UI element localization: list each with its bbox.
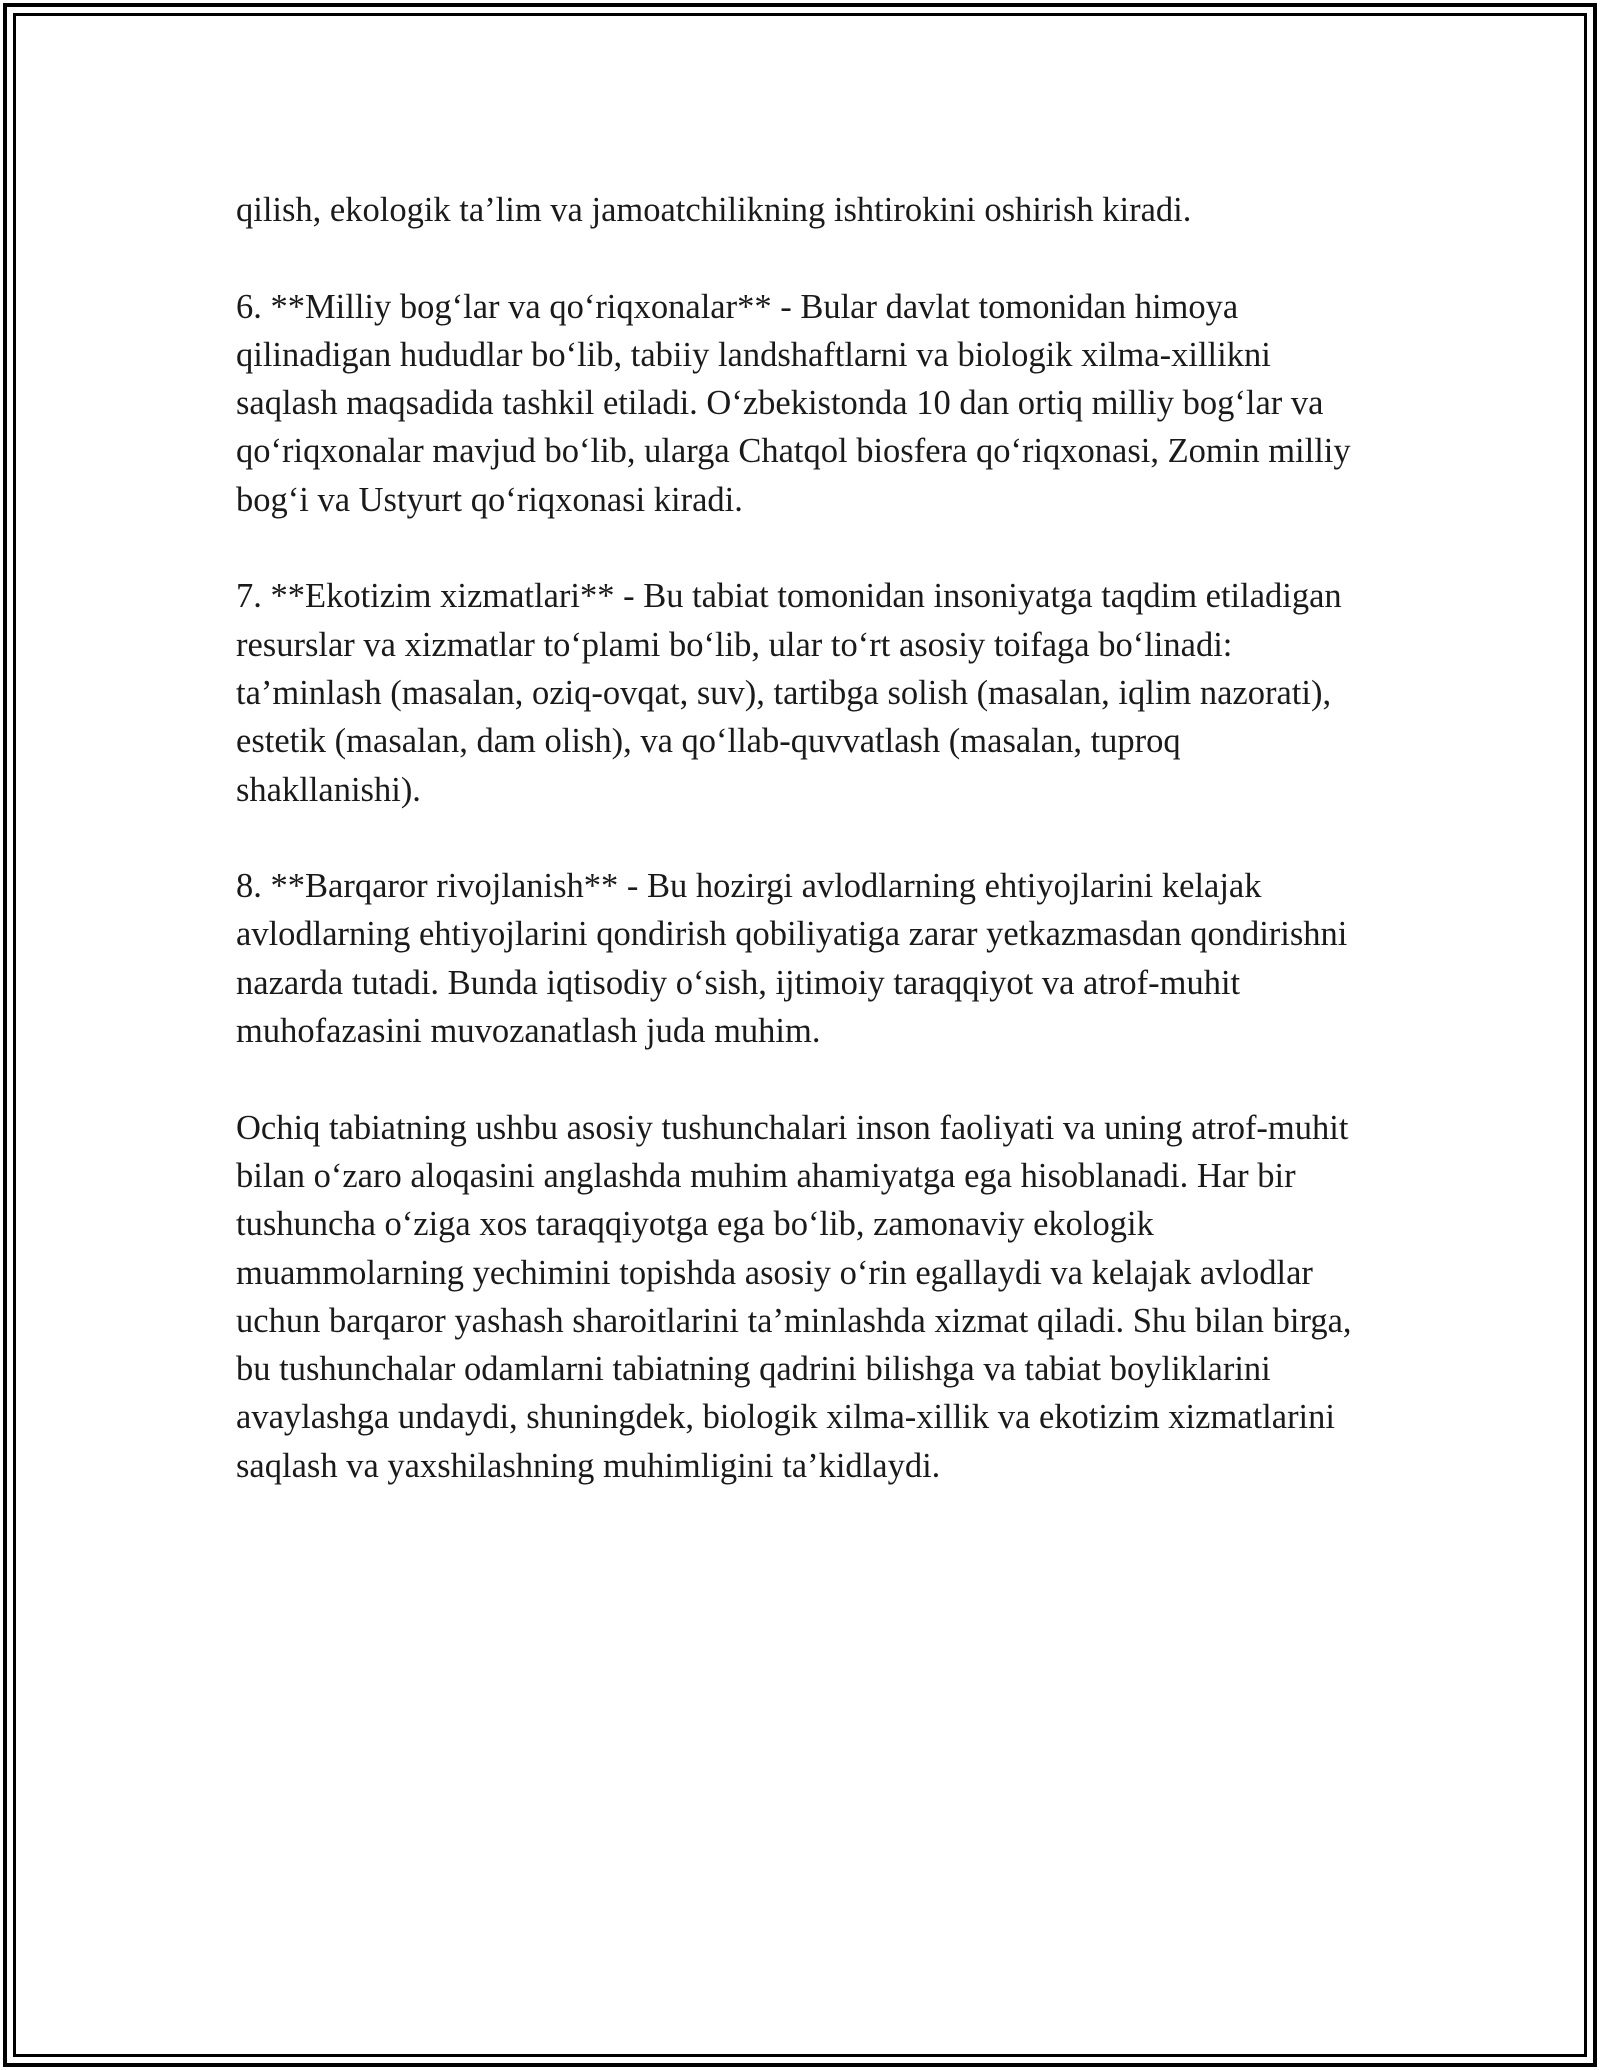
document-body [236, 186, 1366, 1538]
paragraph-national-parks: 6. **Milliy bog‘lar va qo‘riqxonalar** - Bular davlat tomonidan himoya qilinadigan hududlar bo‘lib, tabiiy landshaftlarni va biologik xilma-xillikni saqlash maqsadida tashkil etiladi. O‘zbekistonda 10 dan ortiq milliy bog‘lar va qo‘riqxonalar mavjud bo‘lib, ularga Chatqol biosfera qo‘riqxonasi, Zomin milliy bog‘i va Ustyurt qo‘riqxonasi kiradi. [236, 287, 1351, 519]
paragraph-ecosystem-services: 7. **Ekotizim xizmatlari** - Bu tabiat tomonidan insoniyatga taqdim etiladigan resurslar va xizmatlar to‘plami bo‘lib, ular to‘rt asosiy toifaga bo‘linadi: ta’minlash (masalan, oziq-ovqat, suv), tartibga solish (masalan, iqlim nazorati), estetik (masalan, dam olish), va qo‘llab-quvvatlash (masalan, tuproq shakllanishi). [236, 577, 1342, 809]
paragraph-intro-continuation: qilish, ekologik ta’lim va jamoatchilikning ishtirokini oshirish kiradi. [236, 191, 1192, 229]
paragraph-conclusion: Ochiq tabiatning ushbu asosiy tushunchalari inson faoliyati va uning atrof-muhit bilan o‘zaro aloqasini anglashda muhim ahamiyatga ega hisoblanadi. Har bir tushuncha o‘ziga xos taraqqiyotga ega bo‘lib, zamonaviy ekologik muammolarning yechimini topishda asosiy o‘rin egallaydi va kelajak avlodlar uchun barqaror yashash sharoitlarini ta’minlashda xizmat qiladi. Shu bilan birga, bu tushunchalar odamlarni tabiatning qadrini bilishga va tabiat boyliklarini avaylashga undaydi, shuningdek, biologik xilma-xillik va ekotizim xizmatlarini saqlash va yaxshilashning muhimligini ta’kidlaydi. [236, 1108, 1352, 1485]
paragraph-sustainable-development: 8. **Barqaror rivojlanish** - Bu hozirgi avlodlarning ehtiyojlarini kelajak avlodlarning ehtiyojlarini qondirish qobiliyatiga zarar yetkazmasdan qondirishni nazarda tutadi. Bunda iqtisodiy o‘sish, ijtimoiy taraqqiyot va atrof-muhit muhofazasini muvozanatlash juda muhim. [236, 867, 1348, 1051]
